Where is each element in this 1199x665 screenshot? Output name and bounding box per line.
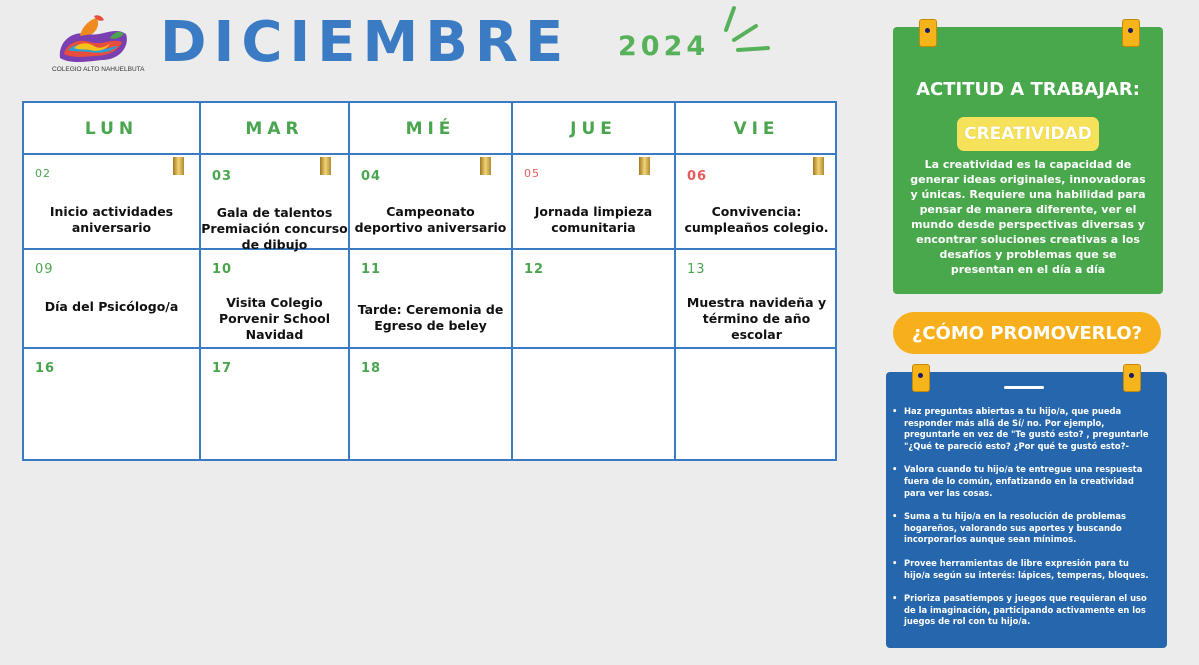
day-number: 05 bbox=[524, 167, 540, 180]
day-cell[interactable] bbox=[676, 155, 837, 248]
weekday-header-tue: MAR bbox=[245, 119, 304, 139]
ribbon-icon bbox=[480, 157, 491, 175]
day-cell[interactable] bbox=[201, 155, 348, 252]
day-number: 10 bbox=[212, 262, 233, 277]
day-event: Jornada limpieza comunitaria bbox=[534, 204, 653, 235]
ribbon-icon bbox=[639, 157, 650, 175]
tip-item: • Provee herramientas de libre expresión para tu hijo/a según su interés: lápices, temperas, bloques. bbox=[904, 558, 1157, 581]
ribbon-icon bbox=[173, 157, 184, 175]
calendar-grid bbox=[22, 101, 837, 461]
day-number: 17 bbox=[212, 361, 233, 376]
clip-icon bbox=[1123, 364, 1141, 392]
day-number: 18 bbox=[361, 361, 382, 376]
tips-card bbox=[886, 372, 1167, 648]
sparkle-icon bbox=[716, 4, 776, 54]
day-event: Inicio actividades aniversario bbox=[49, 204, 174, 235]
day-cell[interactable] bbox=[24, 155, 199, 248]
day-event: Campeonato deportivo aniversario bbox=[354, 204, 507, 235]
day-cell[interactable] bbox=[201, 250, 348, 347]
day-cell[interactable] bbox=[350, 155, 511, 248]
year-label: 2024 bbox=[618, 31, 710, 62]
day-cell[interactable] bbox=[676, 250, 837, 347]
attitude-badge: CREATIVIDAD bbox=[957, 117, 1099, 151]
day-event: Tarde: Ceremonia de Egreso de beley bbox=[357, 302, 504, 333]
clip-icon bbox=[1122, 19, 1140, 47]
day-cell[interactable] bbox=[676, 349, 837, 459]
day-cell[interactable] bbox=[24, 250, 199, 347]
month-title: DICIEMBRE bbox=[160, 10, 571, 75]
day-number: 04 bbox=[361, 169, 382, 184]
day-number: 06 bbox=[687, 169, 708, 184]
weekday-header-fri: VIE bbox=[733, 119, 780, 139]
divider bbox=[1004, 386, 1044, 389]
day-cell[interactable] bbox=[513, 155, 674, 248]
day-event: Convivencia: cumpleaños colegio. bbox=[684, 204, 829, 235]
day-number: 02 bbox=[35, 167, 51, 180]
ribbon-icon bbox=[813, 157, 824, 175]
day-number: 09 bbox=[35, 262, 54, 277]
day-number: 03 bbox=[212, 169, 233, 184]
day-number: 11 bbox=[361, 262, 382, 277]
day-event: Gala de talentos Premiación concurso de dibujo bbox=[201, 205, 348, 252]
ribbon-icon bbox=[320, 157, 331, 175]
logo-icon bbox=[54, 12, 132, 64]
attitude-description: La creatividad es la capacidad de generar ideas originales, innovadoras y únicas. Requiere una habilidad para pensar de manera diferente, ver el mundo desde perspectivas diversas y encontrar soluciones creativas a los desafíos y problemas que se presentan en el día a día bbox=[910, 158, 1146, 276]
attitude-title: ACTITUD A TRABAJAR: bbox=[916, 79, 1140, 100]
attitude-card bbox=[893, 27, 1163, 294]
clip-icon bbox=[912, 364, 930, 392]
weekday-header-thu: JUE bbox=[570, 119, 617, 139]
weekday-header-wed: MIÉ bbox=[405, 119, 456, 139]
tip-item: • Haz preguntas abiertas a tu hijo/a, que pueda responder más allá de Sí/ no. Por ejemplo, preguntarle en vez de "Te gustó esto? , preguntarle "¿Qué te pareció esto? ¿Por qué te gustó esto?- bbox=[904, 406, 1157, 452]
tip-item: • Prioriza pasatiempos y juegos que requieran el uso de la imaginación, participando activamente en los juegos de rol con tu hijo/a. bbox=[904, 593, 1157, 628]
promote-banner: ¿CÓMO PROMOVERLO? bbox=[893, 312, 1161, 354]
school-logo bbox=[52, 12, 145, 76]
clip-icon bbox=[919, 19, 937, 47]
day-cell[interactable] bbox=[24, 349, 199, 459]
school-name: COLEGIO ALTO NAHUELBUTA bbox=[52, 66, 145, 73]
day-number: 12 bbox=[524, 262, 545, 277]
day-event: Visita Colegio Porvenir School Navidad bbox=[218, 295, 330, 342]
day-event: Muestra navideña y término de año escolar bbox=[686, 295, 827, 342]
day-cell[interactable] bbox=[201, 349, 348, 459]
day-event: Día del Psicólogo/a bbox=[44, 299, 179, 314]
weekday-header-mon: LUN bbox=[84, 119, 139, 139]
day-cell[interactable] bbox=[350, 250, 511, 347]
day-cell[interactable] bbox=[350, 349, 511, 459]
day-cell[interactable] bbox=[513, 250, 674, 347]
day-number: 16 bbox=[35, 361, 56, 376]
tip-item: • Valora cuando tu hijo/a te entregue una respuesta fuera de lo común, enfatizando en la creatividad para ver las cosas. bbox=[904, 464, 1157, 499]
day-number: 13 bbox=[687, 262, 706, 277]
tips-list bbox=[886, 406, 1157, 640]
tip-item: • Suma a tu hijo/a en la resolución de problemas hogareños, valorando sus aportes y buscando incorporarlos aunque sean mínimos. bbox=[904, 511, 1157, 546]
day-cell[interactable] bbox=[513, 349, 674, 459]
